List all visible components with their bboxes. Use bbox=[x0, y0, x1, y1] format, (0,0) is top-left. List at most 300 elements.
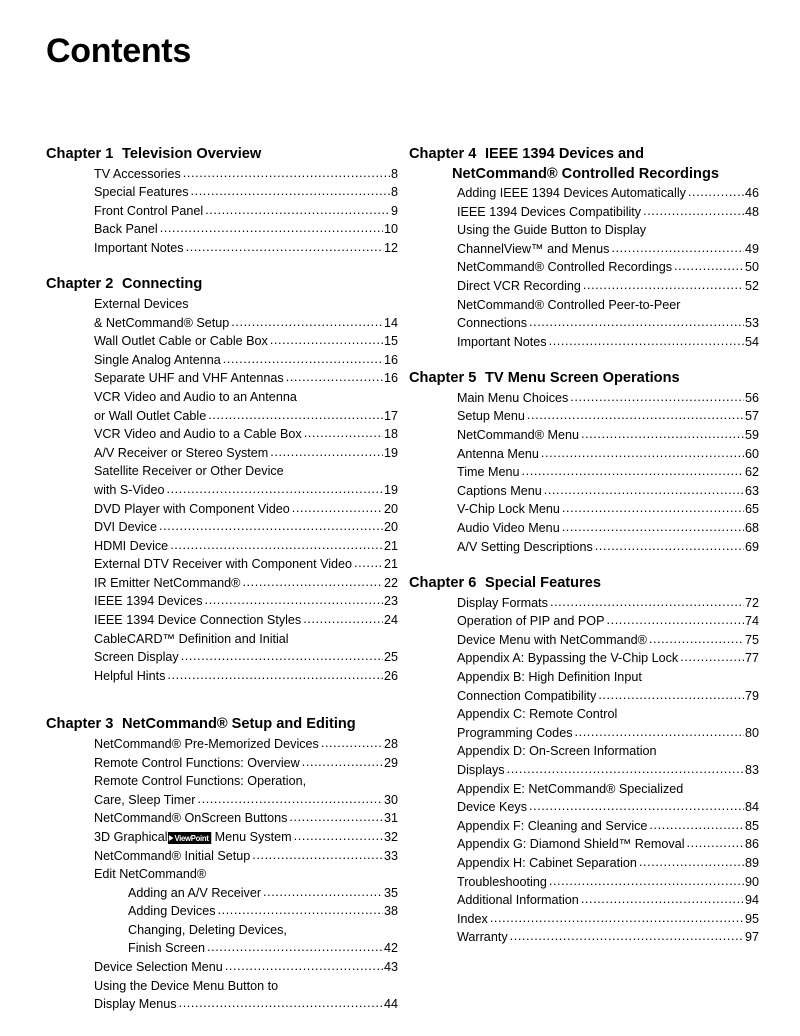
toc-entry-label-a-v-receiver-or-stereo-system: A/V Receiver or Stereo System bbox=[94, 445, 269, 460]
toc-page-number: 56 bbox=[744, 390, 759, 405]
toc-entry[interactable] bbox=[46, 648, 398, 667]
toc-entry-label-dvd-player-with-component-video: DVD Player with Component Video bbox=[94, 501, 290, 516]
leader-dots bbox=[570, 388, 744, 407]
toc-entry[interactable] bbox=[409, 184, 759, 203]
toc-entry-label-hdmi-device: HDMI Device bbox=[94, 538, 169, 553]
toc-entry-label-menu-system: Menu System bbox=[214, 829, 292, 844]
chapter-number: Chapter 3 bbox=[46, 716, 114, 733]
leader-dots bbox=[181, 647, 383, 666]
leader-dots bbox=[549, 332, 744, 351]
toc-page-number: 18 bbox=[383, 427, 398, 442]
toc-entry[interactable] bbox=[409, 277, 759, 296]
toc-entry[interactable] bbox=[46, 939, 398, 958]
toc-entry-label-connection-compatibility: Connection Compatibility bbox=[457, 688, 597, 703]
chapter-number: Chapter 1 bbox=[46, 146, 114, 162]
toc-page-number: 85 bbox=[744, 818, 759, 833]
toc-page-number: 28 bbox=[383, 736, 398, 751]
toc-entry[interactable] bbox=[409, 482, 759, 501]
toc-entry-label-main-menu-choices: Main Menu Choices bbox=[457, 390, 569, 405]
toc-entry-label-tv-accessories: TV Accessories bbox=[94, 166, 181, 181]
toc-entry-label-using-the-device-menu-button-to: Using the Device Menu Button to bbox=[94, 978, 279, 993]
toc-entry-label-a-v-setting-descriptions: A/V Setting Descriptions bbox=[457, 539, 593, 554]
toc-entry-label-antenna-menu: Antenna Menu bbox=[457, 446, 539, 461]
toc-entry-label-channelview-and-menus: ChannelView™ and Menus bbox=[457, 241, 610, 256]
toc-entry[interactable] bbox=[46, 369, 398, 388]
toc-entry[interactable] bbox=[46, 809, 398, 828]
toc-entry[interactable] bbox=[409, 705, 759, 724]
chapter-title: Television Overview bbox=[122, 146, 262, 162]
toc-entry-label-appendix-a-bypassing-the-v-chip-lock: Appendix A: Bypassing the V-Chip Lock bbox=[457, 651, 679, 666]
toc-entry[interactable] bbox=[46, 183, 398, 202]
toc-page-number: 38 bbox=[383, 904, 398, 919]
toc-entry[interactable] bbox=[46, 239, 398, 258]
leader-dots bbox=[231, 313, 383, 332]
toc-entry[interactable] bbox=[46, 314, 398, 333]
toc-entry[interactable] bbox=[46, 630, 398, 649]
viewpoint-logo-icon bbox=[168, 832, 211, 845]
toc-entry-label-setup-menu: Setup Menu bbox=[457, 409, 525, 424]
toc-entry-label-appendix-h-cabinet-separation: Appendix H: Cabinet Separation bbox=[457, 856, 637, 870]
toc-entry-label-screen-display: Screen Display bbox=[94, 650, 179, 665]
leader-dots bbox=[490, 909, 744, 928]
section-spacer bbox=[46, 257, 398, 275]
toc-entry-label-appendix-e-netcommand-specialized: Appendix E: NetCommand® Specialized bbox=[457, 781, 684, 796]
toc-page-number: 12 bbox=[383, 240, 398, 255]
toc-entry-label-care-sleep-timer: Care, Sleep Timer bbox=[94, 792, 196, 807]
leader-dots bbox=[544, 481, 744, 500]
toc-entry[interactable] bbox=[46, 444, 398, 463]
toc-entry-label-external-devices: External Devices bbox=[94, 296, 189, 311]
toc-entry[interactable] bbox=[409, 687, 759, 706]
toc-page-number: 25 bbox=[383, 650, 398, 665]
toc-page-number: 17 bbox=[383, 408, 398, 423]
toc-entry-label-external-dtv-receiver-with-component-video: External DTV Receiver with Component Video bbox=[94, 557, 353, 572]
toc-entry[interactable] bbox=[409, 389, 759, 408]
toc-entry-label-dvi-device: DVI Device bbox=[94, 520, 157, 535]
leader-dots bbox=[292, 499, 383, 518]
leader-dots bbox=[639, 853, 744, 872]
toc-entry-label-connections: Connections bbox=[457, 316, 528, 331]
leader-dots bbox=[507, 760, 744, 779]
toc-entry[interactable] bbox=[409, 314, 759, 333]
toc-page-number: 54 bbox=[744, 334, 759, 349]
toc-page-number: 14 bbox=[383, 315, 398, 330]
toc-entry[interactable] bbox=[409, 649, 759, 668]
toc-entry[interactable] bbox=[409, 612, 759, 631]
chapter-number: Chapter 4 bbox=[409, 146, 477, 162]
toc-page-number: 32 bbox=[383, 829, 398, 844]
toc-entry[interactable] bbox=[409, 873, 759, 892]
leader-dots bbox=[522, 462, 744, 481]
toc-entry-label-vcr-video-and-audio-to-a-cable-box: VCR Video and Audio to a Cable Box bbox=[94, 427, 302, 442]
toc-entry[interactable] bbox=[46, 977, 398, 996]
toc-entry[interactable] bbox=[46, 995, 398, 1014]
leader-dots bbox=[270, 331, 383, 350]
leader-dots bbox=[263, 883, 383, 902]
toc-entry-label-device-keys: Device Keys bbox=[457, 800, 527, 815]
leader-dots bbox=[321, 734, 383, 753]
toc-entry-label-appendix-g-diamond-shield-removal: Appendix G: Diamond Shield™ Removal bbox=[457, 837, 685, 852]
toc-entry[interactable] bbox=[409, 761, 759, 780]
toc-entry-label-appendix-d-on-screen-information: Appendix D: On-Screen Information bbox=[457, 744, 657, 759]
toc-page-number: 94 bbox=[744, 893, 759, 908]
toc-entry-label-wall-outlet-cable-or-cable-box: Wall Outlet Cable or Cable Box bbox=[94, 334, 268, 349]
toc-page-number: 72 bbox=[744, 595, 759, 610]
toc-entry[interactable] bbox=[46, 592, 398, 611]
leader-dots bbox=[529, 313, 744, 332]
toc-entry[interactable] bbox=[409, 798, 759, 817]
leader-dots bbox=[167, 666, 383, 685]
toc-entry-label-netcommand-pre-memorized-devices: NetCommand® Pre-Memorized Devices bbox=[94, 736, 319, 751]
toc-entry[interactable] bbox=[409, 240, 759, 259]
toc-entry[interactable] bbox=[409, 854, 759, 873]
toc-entry[interactable] bbox=[46, 202, 398, 221]
toc-entry[interactable] bbox=[46, 772, 398, 791]
toc-entry-label-appendix-c-remote-control: Appendix C: Remote Control bbox=[457, 707, 618, 722]
toc-entry[interactable] bbox=[46, 902, 398, 921]
toc-entry[interactable] bbox=[409, 817, 759, 836]
toc-entry[interactable] bbox=[409, 296, 759, 315]
leader-dots bbox=[179, 994, 383, 1013]
toc-entry[interactable] bbox=[46, 735, 398, 754]
page-title: Contents bbox=[46, 32, 191, 70]
toc-entry-label-netcommand-controlled-peer-to-peer: NetCommand® Controlled Peer-to-Peer bbox=[457, 297, 681, 312]
toc-entry-label-helpful-hints: Helpful Hints bbox=[94, 668, 166, 683]
toc-column-left bbox=[46, 145, 398, 1014]
toc-page-number: 49 bbox=[744, 241, 759, 256]
toc-entry[interactable] bbox=[409, 258, 759, 277]
toc-entry-label-remote-control-functions-overview: Remote Control Functions: Overview bbox=[94, 755, 300, 770]
leader-dots bbox=[541, 444, 744, 463]
leader-dots bbox=[186, 238, 383, 257]
toc-entry-label-device-menu-with-netcommand: Device Menu with NetCommand® bbox=[457, 632, 647, 647]
toc-page-number: 26 bbox=[383, 668, 398, 683]
toc-entry[interactable] bbox=[46, 921, 398, 940]
toc-entry[interactable] bbox=[46, 865, 398, 884]
toc-page-number: 29 bbox=[383, 755, 398, 770]
toc-entry[interactable] bbox=[46, 791, 398, 810]
toc-entry-label-3d-graphical: 3D Graphical bbox=[94, 829, 168, 844]
toc-page-number: 53 bbox=[744, 316, 759, 331]
toc-entry-label-audio-video-menu: Audio Video Menu bbox=[457, 521, 560, 535]
toc-entry-label-finish-screen: Finish Screen bbox=[128, 941, 205, 956]
toc-entry-label-cablecard-definition-and-initial: CableCARD™ Definition and Initial bbox=[94, 631, 289, 646]
chapter-heading-chapter-1[interactable] bbox=[46, 145, 398, 164]
toc-entry-label-using-the-guide-button-to-display: Using the Guide Button to Display bbox=[457, 223, 647, 238]
leader-dots bbox=[294, 827, 383, 846]
chapter-title-line2: NetCommand® Controlled Recordings bbox=[452, 165, 719, 182]
toc-page-number: 31 bbox=[383, 811, 398, 826]
toc-page-number: 10 bbox=[383, 222, 398, 237]
toc-entry[interactable] bbox=[409, 407, 759, 426]
toc-entry-label-ieee-1394-device-connection-styles: IEEE 1394 Device Connection Styles bbox=[94, 613, 302, 628]
toc-page-number: 80 bbox=[744, 725, 759, 740]
section-spacer bbox=[409, 556, 759, 574]
toc-page-number: 57 bbox=[744, 409, 759, 424]
leader-dots bbox=[183, 164, 390, 183]
toc-page-number: 74 bbox=[744, 614, 759, 629]
toc-entry[interactable] bbox=[46, 754, 398, 773]
leader-dots bbox=[643, 202, 744, 221]
leader-dots bbox=[270, 443, 383, 462]
toc-entry-label-programming-codes: Programming Codes bbox=[457, 725, 573, 740]
toc-page-number: 21 bbox=[383, 538, 398, 553]
toc-page-number: 50 bbox=[744, 260, 759, 275]
toc-page-number: 44 bbox=[383, 997, 398, 1012]
toc-page-number: 20 bbox=[383, 520, 398, 535]
leader-dots bbox=[527, 406, 744, 425]
leader-dots bbox=[170, 536, 383, 555]
leader-dots bbox=[252, 846, 383, 865]
toc-page-number: 77 bbox=[744, 651, 759, 666]
toc-page-number: 8 bbox=[390, 185, 398, 200]
toc-entry[interactable] bbox=[409, 724, 759, 743]
toc-entry-label-important-notes: Important Notes bbox=[457, 334, 547, 349]
toc-page-number: 95 bbox=[744, 911, 759, 926]
toc-entry-label-displays: Displays bbox=[457, 763, 505, 778]
toc-entry[interactable] bbox=[409, 445, 759, 464]
toc-entry[interactable] bbox=[409, 463, 759, 482]
leader-dots bbox=[302, 753, 383, 772]
chapter-heading-chapter-5[interactable] bbox=[409, 369, 759, 388]
toc-entry-label-time-menu: Time Menu bbox=[457, 465, 520, 480]
leader-dots bbox=[562, 518, 744, 537]
toc-entry-label-vcr-video-and-audio-to-an-antenna: VCR Video and Audio to an Antenna bbox=[94, 389, 297, 404]
toc-page-number: 52 bbox=[744, 278, 759, 293]
toc-entry[interactable] bbox=[46, 332, 398, 351]
leader-dots bbox=[223, 350, 383, 369]
chapter-number: Chapter 6 bbox=[409, 575, 477, 592]
leader-dots bbox=[562, 499, 744, 518]
toc-entry[interactable] bbox=[46, 884, 398, 903]
chapter-title: TV Menu Screen Operations bbox=[485, 370, 680, 387]
toc-entry[interactable] bbox=[409, 631, 759, 650]
toc-entry-label-display-menus: Display Menus bbox=[94, 997, 177, 1012]
play-triangle-icon bbox=[168, 835, 173, 841]
toc-entry-label-device-selection-menu: Device Selection Menu bbox=[94, 960, 223, 975]
toc-entry[interactable] bbox=[46, 574, 398, 593]
toc-entry[interactable] bbox=[409, 891, 759, 910]
toc-entry[interactable] bbox=[46, 958, 398, 977]
toc-page-number: 21 bbox=[383, 557, 398, 572]
toc-entry-label-adding-ieee-1394-devices-automatically: Adding IEEE 1394 Devices Automatically bbox=[457, 186, 686, 200]
toc-entry[interactable] bbox=[46, 295, 398, 314]
toc-column-right bbox=[409, 145, 759, 947]
toc-page-number: 65 bbox=[744, 502, 759, 517]
toc-page-number: 60 bbox=[744, 446, 759, 461]
leader-dots bbox=[649, 630, 744, 649]
toc-page-number: 75 bbox=[744, 632, 759, 647]
toc-entry[interactable] bbox=[46, 667, 398, 686]
toc-page-number: 46 bbox=[744, 186, 759, 200]
toc-entry[interactable] bbox=[409, 203, 759, 222]
toc-entry[interactable] bbox=[409, 519, 759, 538]
toc-entry[interactable] bbox=[46, 555, 398, 574]
leader-dots bbox=[208, 406, 383, 425]
toc-entry[interactable] bbox=[409, 594, 759, 613]
leader-dots bbox=[550, 593, 744, 612]
leader-dots bbox=[607, 611, 744, 630]
viewpoint-logo-text: ViewPoint bbox=[173, 832, 209, 843]
leader-dots bbox=[687, 834, 744, 853]
toc-entry[interactable] bbox=[46, 425, 398, 444]
leader-dots bbox=[611, 239, 744, 258]
toc-page-number: 20 bbox=[383, 501, 398, 516]
leader-dots bbox=[680, 648, 744, 667]
toc-entry[interactable] bbox=[409, 500, 759, 519]
chapter-title: NetCommand® Setup and Editing bbox=[122, 716, 356, 733]
toc-entry[interactable] bbox=[46, 500, 398, 519]
toc-entry[interactable] bbox=[409, 426, 759, 445]
toc-entry-label-appendix-f-cleaning-and-service: Appendix F: Cleaning and Service bbox=[457, 818, 648, 833]
toc-entry-label-front-control-panel: Front Control Panel bbox=[94, 203, 204, 218]
leader-dots bbox=[225, 957, 383, 976]
leader-dots bbox=[242, 573, 383, 592]
toc-entry-label-ieee-1394-devices-compatibility: IEEE 1394 Devices Compatibility bbox=[457, 204, 642, 219]
toc-entry[interactable] bbox=[46, 828, 398, 847]
chapter-number: Chapter 2 bbox=[46, 276, 114, 293]
toc-page-number: 15 bbox=[383, 334, 398, 349]
leader-dots bbox=[583, 276, 744, 295]
toc-entry-label-operation-of-pip-and-pop: Operation of PIP and POP bbox=[457, 614, 605, 629]
chapter-title: IEEE 1394 Devices and bbox=[485, 146, 645, 162]
leader-dots bbox=[598, 686, 744, 705]
toc-entry[interactable] bbox=[409, 333, 759, 352]
toc-entry[interactable] bbox=[46, 847, 398, 866]
toc-entry[interactable] bbox=[46, 407, 398, 426]
toc-entry[interactable] bbox=[46, 518, 398, 537]
toc-entry-label-display-formats: Display Formats bbox=[457, 595, 548, 610]
toc-page-number: 16 bbox=[383, 352, 398, 367]
leader-dots bbox=[549, 872, 744, 891]
toc-entry-label-separate-uhf-and-vhf-antennas: Separate UHF and VHF Antennas bbox=[94, 371, 284, 386]
leader-dots bbox=[166, 480, 383, 499]
toc-page-number: 69 bbox=[744, 539, 759, 554]
toc-page-number: 68 bbox=[744, 521, 759, 535]
leader-dots bbox=[510, 927, 744, 946]
toc-page-number: 19 bbox=[383, 482, 398, 497]
leader-dots bbox=[649, 816, 744, 835]
toc-entry-label-with-s-video: with S-Video bbox=[94, 482, 165, 497]
chapter-title: Special Features bbox=[485, 575, 601, 592]
toc-page-number: 59 bbox=[744, 428, 759, 443]
toc-page-number: 97 bbox=[744, 930, 759, 945]
toc-entry-label-edit-netcommand: Edit NetCommand® bbox=[94, 867, 207, 882]
toc-entry-label-index: Index bbox=[457, 911, 488, 926]
chapter-heading-chapter-2[interactable] bbox=[46, 275, 398, 294]
leader-dots bbox=[529, 797, 744, 816]
toc-page-number: 83 bbox=[744, 763, 759, 778]
toc-entry[interactable] bbox=[46, 611, 398, 630]
toc-entry-label-ieee-1394-devices: IEEE 1394 Devices bbox=[94, 594, 203, 609]
leader-dots bbox=[581, 425, 744, 444]
toc-entry-label-remote-control-functions-operation: Remote Control Functions: Operation, bbox=[94, 774, 307, 789]
toc-page-number: 43 bbox=[383, 960, 398, 975]
chapter-title: Connecting bbox=[122, 276, 203, 293]
toc-page-number: 42 bbox=[383, 941, 398, 956]
toc-entry-label-netcommand-menu: NetCommand® Menu bbox=[457, 428, 579, 443]
toc-entry-label-or-wall-outlet-cable: or Wall Outlet Cable bbox=[94, 408, 207, 423]
toc-page-number: 33 bbox=[383, 848, 398, 863]
chapter-heading-chapter-6[interactable] bbox=[409, 574, 759, 593]
leader-dots bbox=[674, 257, 744, 276]
leader-dots bbox=[595, 537, 744, 556]
toc-page-number: 24 bbox=[383, 613, 398, 628]
toc-entry-label-ir-emitter-netcommand: IR Emitter NetCommand® bbox=[94, 575, 241, 590]
toc-entry[interactable] bbox=[46, 481, 398, 500]
leader-dots bbox=[218, 901, 383, 920]
leader-dots bbox=[289, 808, 383, 827]
toc-page-number: 89 bbox=[744, 856, 759, 870]
toc-page-number: 79 bbox=[744, 688, 759, 703]
toc-page-number: 90 bbox=[744, 874, 759, 889]
leader-dots bbox=[304, 424, 383, 443]
toc-entry-label-satellite-receiver-or-other-device: Satellite Receiver or Other Device bbox=[94, 464, 284, 479]
toc-entry[interactable] bbox=[409, 910, 759, 929]
toc-entry-label-adding-an-a-v-receiver: Adding an A/V Receiver bbox=[128, 885, 262, 900]
toc-entry[interactable] bbox=[46, 388, 398, 407]
leader-dots bbox=[581, 890, 744, 909]
toc-entry[interactable] bbox=[409, 780, 759, 799]
toc-entry-label-netcommand-setup: & NetCommand® Setup bbox=[94, 315, 230, 330]
leader-dots bbox=[688, 183, 744, 202]
toc-entry-label-changing-deleting-devices: Changing, Deleting Devices, bbox=[128, 922, 287, 937]
toc-entry-label-appendix-b-high-definition-input: Appendix B: High Definition Input bbox=[457, 670, 642, 685]
toc-page-number: 9 bbox=[390, 203, 398, 218]
section-spacer bbox=[409, 351, 759, 369]
section-spacer bbox=[46, 685, 398, 715]
toc-page-number: 35 bbox=[383, 885, 398, 900]
chapter-heading-chapter-3[interactable] bbox=[46, 715, 398, 734]
toc-page-number: 84 bbox=[744, 800, 759, 815]
toc-entry[interactable] bbox=[409, 538, 759, 557]
toc-page-number: 8 bbox=[390, 166, 398, 181]
toc-entry-label-netcommand-initial-setup: NetCommand® Initial Setup bbox=[94, 848, 251, 863]
leader-dots bbox=[198, 790, 383, 809]
toc-entry[interactable] bbox=[409, 742, 759, 761]
toc-entry[interactable] bbox=[46, 165, 398, 184]
toc-entry-label-special-features: Special Features bbox=[94, 185, 189, 200]
toc-page-number: 86 bbox=[744, 837, 759, 852]
toc-entry[interactable] bbox=[46, 537, 398, 556]
toc-page-number: 23 bbox=[383, 594, 398, 609]
toc-entry[interactable] bbox=[409, 668, 759, 687]
toc-page-number: 19 bbox=[383, 445, 398, 460]
toc-entry[interactable] bbox=[46, 462, 398, 481]
toc-entry-label-captions-menu: Captions Menu bbox=[457, 483, 542, 498]
toc-page-number: 63 bbox=[744, 483, 759, 498]
toc-entry-label-single-analog-antenna: Single Analog Antenna bbox=[94, 352, 221, 367]
toc-entry-label-direct-vcr-recording: Direct VCR Recording bbox=[457, 278, 581, 293]
leader-dots bbox=[159, 517, 383, 536]
toc-entry-label-important-notes: Important Notes bbox=[94, 240, 184, 255]
toc-entry-label-back-panel: Back Panel bbox=[94, 222, 158, 237]
leader-dots bbox=[303, 610, 383, 629]
leader-dots bbox=[191, 182, 390, 201]
leader-dots bbox=[207, 938, 383, 957]
toc-entry[interactable] bbox=[409, 928, 759, 947]
leader-dots bbox=[205, 591, 383, 610]
leader-dots bbox=[205, 201, 390, 220]
toc-entry-label-warranty: Warranty bbox=[457, 930, 508, 945]
toc-entry[interactable] bbox=[46, 351, 398, 370]
chapter-heading-chapter-4[interactable] bbox=[409, 145, 759, 164]
toc-entry[interactable] bbox=[409, 221, 759, 240]
toc-entry[interactable] bbox=[46, 220, 398, 239]
leader-dots bbox=[575, 723, 744, 742]
toc-entry[interactable] bbox=[409, 835, 759, 854]
toc-entry-label-netcommand-controlled-recordings: NetCommand® Controlled Recordings bbox=[457, 260, 673, 275]
